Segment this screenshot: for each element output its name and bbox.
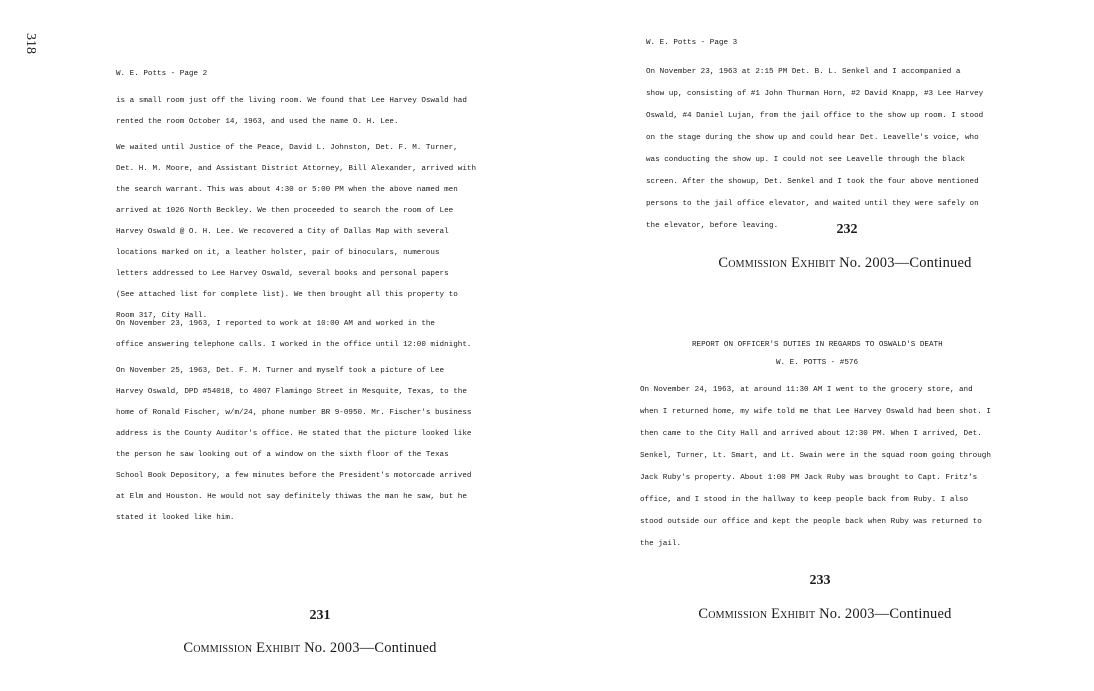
text-line: Det. H. M. Moore, and Assistant District Attorney, Bill Alexander, arrived with	[116, 165, 477, 173]
text-line: stood outside our office and kept the people back when Ruby was returned to	[640, 518, 982, 526]
right-top-paragraph	[646, 61, 983, 237]
caption-exhibit-label: Commission Exhibit	[183, 640, 301, 656]
right-page-number-bottom: 233	[809, 573, 831, 588]
left-caption	[150, 640, 470, 657]
text-line: Room 317, City Hall.	[116, 312, 208, 320]
text-line: On November 23, 1963 at 2:15 PM Det. B. L. Senkel and I accompanied a	[646, 68, 961, 76]
text-line: Jack Ruby's property. About 1:00 PM Jack Ruby was brought to Capt. Fritz's	[640, 474, 978, 482]
text-line: home of Ronald Fischer, w/m/24, phone number BR 9-0950. Mr. Fischer's business	[116, 409, 472, 417]
text-line: persons to the jail office elevator, and waited until they were safely on	[646, 200, 979, 208]
caption-exhibit-number: No. 2003—Continued	[304, 640, 437, 656]
text-line: the person he saw looking out of a window on the sixth floor of the Texas	[116, 451, 449, 459]
text-line: On November 25, 1963, Det. F. M. Turner and myself took a picture of Lee	[116, 367, 445, 375]
text-line: stated it looked like him.	[116, 514, 235, 522]
report-subtitle: W. E. POTTS - #576	[776, 359, 859, 367]
right-caption-bottom	[665, 606, 985, 623]
text-line: rented the room October 14, 1963, and used the name O. H. Lee.	[116, 118, 399, 126]
left-paragraph-4	[116, 361, 471, 529]
caption-exhibit-label: Commission Exhibit	[718, 255, 836, 271]
text-line: Harvey Oswald, DPD #54018, to 4007 Flamingo Street in Mesquite, Texas, to the	[116, 388, 467, 396]
text-line: Senkel, Turner, Lt. Smart, and Lt. Swain were in the squad room going through	[640, 452, 991, 460]
right-page-header: W. E. Potts - Page 3	[646, 39, 738, 47]
text-line: then came to the City Hall and arrived about 12:30 PM. When I arrived, Det.	[640, 430, 982, 438]
text-line: is a small room just off the living room. We found that Lee Harvey Oswald had	[116, 97, 467, 105]
text-line: on the stage during the show up and could hear Det. Leavelle's voice, who	[646, 134, 979, 142]
left-page-number: 231	[309, 608, 331, 623]
right-caption-top	[690, 255, 1000, 272]
caption-exhibit-label: Commission Exhibit	[698, 606, 816, 622]
report-title: REPORT ON OFFICER'S DUTIES IN REGARDS TO OSWALD'S DEATH	[692, 341, 943, 349]
text-line: the elevator, before leaving.	[646, 222, 779, 230]
text-line: office, and I stood in the hallway to keep people back from Ruby. I also	[640, 496, 969, 504]
text-line: We waited until Justice of the Peace, David L. Johnston, Det. F. M. Turner,	[116, 144, 458, 152]
text-line: Harvey Oswald @ O. H. Lee. We recovered a City of Dallas Map with several	[116, 228, 449, 236]
left-paragraph-2	[116, 138, 476, 327]
text-line: the search warrant. This was about 4:30 or 5:00 PM when the above named men	[116, 186, 458, 194]
left-page-header: W. E. Potts - Page 2	[116, 70, 208, 78]
text-line: the jail.	[640, 540, 682, 548]
side-page-number: 318	[23, 33, 38, 54]
text-line: when I returned home, my wife told me that Lee Harvey Oswald had been shot. I	[640, 408, 991, 416]
caption-exhibit-number: No. 2003—Continued	[839, 255, 972, 271]
right-bottom-paragraph	[640, 379, 991, 555]
text-line: office answering telephone calls. I worked in the office until 12:00 midnight.	[116, 341, 472, 349]
text-line: School Book Depository, a few minutes before the President's motorcade arrived	[116, 472, 472, 480]
text-line: was conducting the show up. I could not see Leavelle through the black	[646, 156, 965, 164]
right-page-number-top: 232	[836, 222, 858, 237]
text-line: locations marked on it, a leather holster, pair of binoculars, numerous	[116, 249, 440, 257]
text-line: letters addressed to Lee Harvey Oswald, several books and personal papers	[116, 270, 449, 278]
left-paragraph-3	[116, 314, 471, 356]
text-line: screen. After the showup, Det. Senkel and I took the four above mentioned	[646, 178, 979, 186]
text-line: (See attached list for complete list). We then brought all this property to	[116, 291, 458, 299]
text-line: On November 23, 1963, I reported to work at 10:00 AM and worked in the	[116, 320, 435, 328]
caption-exhibit-number: No. 2003—Continued	[819, 606, 952, 622]
text-line: On November 24, 1963, at around 11:30 AM I went to the grocery store, and	[640, 386, 973, 394]
left-paragraph-1	[116, 91, 467, 133]
text-line: arrived at 1026 North Beckley. We then proceeded to search the room of Lee	[116, 207, 454, 215]
text-line: address is the County Auditor's office. He stated that the picture looked like	[116, 430, 472, 438]
text-line: show up, consisting of #1 John Thurman Horn, #2 David Knapp, #3 Lee Harvey	[646, 90, 984, 98]
text-line: Oswald, #4 Daniel Lujan, from the jail office to the show up room. I stood	[646, 112, 984, 120]
text-line: at Elm and Houston. He would not say definitely thiwas the man he saw, but he	[116, 493, 467, 501]
